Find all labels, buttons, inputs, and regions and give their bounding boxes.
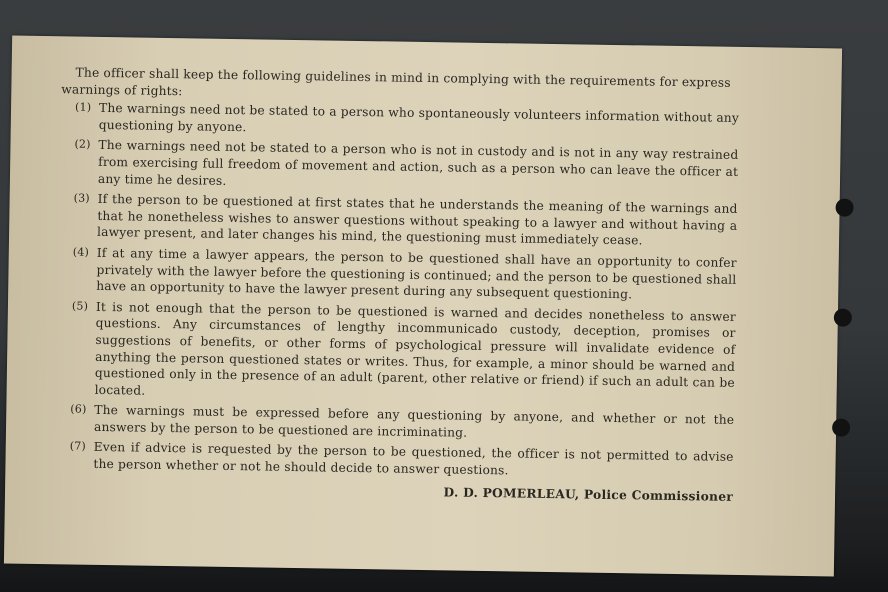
guideline-text: If at any time a lawyer appears, the person to be questioned shall have an opportunity to confer privately with the lawyer before the questioning is continued; and the person to be questioned shall have an opportunity to have the lawyer present during any subsequent questioning.	[96, 245, 737, 302]
card-text	[55, 64, 740, 505]
guideline-number: (2)	[74, 137, 91, 152]
guidelines-card	[4, 36, 842, 577]
punch-hole	[835, 198, 853, 216]
punch-hole	[834, 308, 852, 326]
guideline-number: (1)	[74, 100, 92, 114]
guideline-number: (4)	[72, 245, 90, 259]
guideline-text: The warnings need not be stated to a person who spontaneously volunteers information without any questioning by anyone.	[98, 101, 740, 134]
guideline-text: The warnings need not be stated to a person who is not in custody and is not in any way restrained from exercising full freedom of movement and action, such as a person who can leave the officer at any time he desires.	[97, 138, 739, 188]
guideline-text: It is not enough that the person to be questioned is warned and decides nonetheless to answer questions. Any circumstances of lengthy incommunicado custody, deception, promises or suggestions of benefits, or other forms of psychological pressure will invalidate evidence of anything the person questioned states or writes. Thus, for example, a minor should be warned and questioned only in the presence of an adult (parent, other relative or friend) if such an adult can be located.	[94, 299, 736, 398]
guideline-item-7	[55, 439, 733, 483]
guideline-item-5	[57, 298, 736, 408]
guideline-text: If the person to be questioned at first states that he understands the meaning of the warnings and that he nonetheless wishes to answer questions without speaking to a lawyer and without having a lawyer present, and later changes his mind, the questioning must immediately cease.	[97, 192, 738, 248]
guideline-number: (6)	[70, 402, 87, 417]
guideline-text: The warnings must be expressed before any questioning by anyone, and whether or not the answers by the person to be questioned are incriminating.	[93, 403, 735, 440]
intro-paragraph: The officer shall keep the following guidelines in mind in complying with the requirements for express warnings of rights:	[61, 65, 731, 98]
guideline-item-6	[56, 402, 734, 446]
guideline-number: (5)	[71, 299, 89, 313]
guideline-number: (3)	[73, 191, 90, 205]
guideline-item-4	[58, 244, 737, 304]
guideline-item-3	[59, 190, 738, 250]
guideline-number: (7)	[69, 439, 87, 454]
guideline-item-2	[60, 137, 739, 197]
punch-hole	[832, 418, 850, 436]
guideline-text: Even if advice is requested by the person to be questioned, the officer is not permitted to advise the person whether or not he should decide to answer questions.	[93, 440, 734, 478]
signature: D. D. POMERLEAU, Police Commissioner	[443, 485, 734, 504]
